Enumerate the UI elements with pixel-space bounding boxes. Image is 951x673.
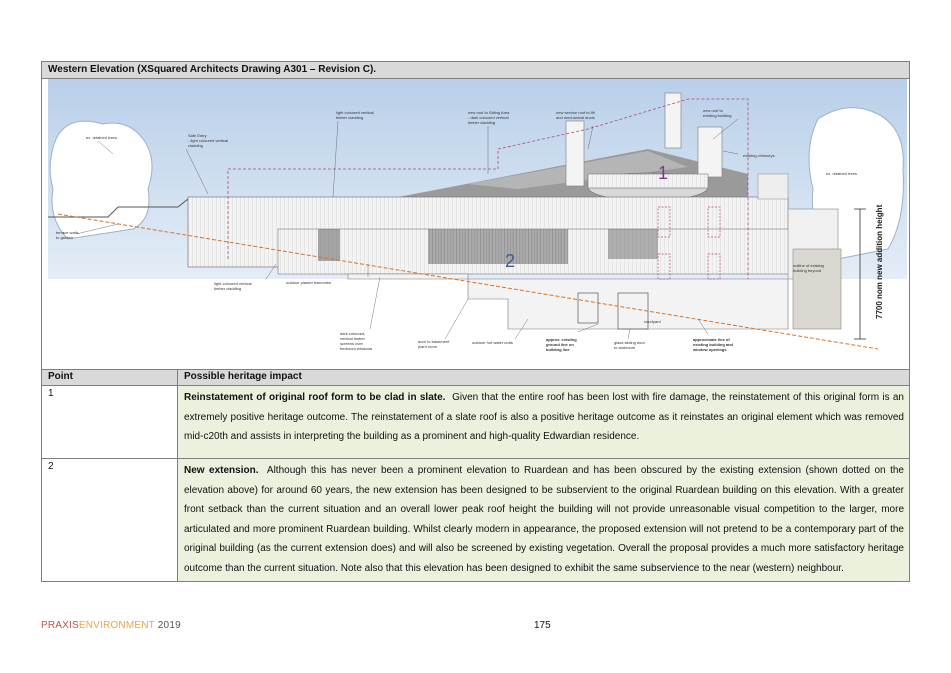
- row-impact-heading: New extension.: [184, 465, 259, 476]
- label-retained-trees-left: ex. retained trees: [86, 135, 117, 140]
- label-planter-balconies: outdoor planter balconies: [286, 280, 331, 285]
- label-retained-trees-right: ex. retained trees: [826, 171, 857, 176]
- elevation-svg: [48, 79, 907, 369]
- chimney-2: [665, 93, 681, 148]
- row-impact: [178, 386, 909, 458]
- label-new-roof-sitting: new roof to Sitting Area: [468, 110, 510, 115]
- svg-text:and mechanical ducts: and mechanical ducts: [556, 115, 595, 120]
- header-point: Point: [42, 370, 178, 385]
- svg-text:building line: building line: [546, 347, 570, 352]
- svg-text:plant room: plant room: [418, 344, 437, 349]
- label-dark-screens: dark coloured,: [340, 331, 366, 336]
- row-impact-heading: Reinstatement of original roof form to be clad in slate.: [184, 392, 446, 403]
- label-safe-entry: Safe Entry: [188, 133, 207, 138]
- page-number: 175: [534, 620, 551, 631]
- table-row: [42, 459, 909, 581]
- elevation-drawing: [42, 79, 909, 370]
- label-new-service-roof: new service roof to lift: [556, 110, 595, 115]
- svg-text:timber cladding: timber cladding: [468, 120, 496, 125]
- label-existing-chimneys: existing chimneys: [743, 153, 775, 158]
- row-point: 2: [42, 459, 178, 581]
- row-impact-text: Given that the entire roof has been lost with fire damage, the reinstatement of this original form is an extremely positive heritage outcome. The reinstatement of a slate roof is also a positive heritage outcome as it reinstates an original element which was removed mid-c20th and assists in interpreting the building as a prominent and high-quality Edwardian residence.: [184, 392, 904, 442]
- svg-text:- dark coloured vertical: - dark coloured vertical: [468, 115, 509, 120]
- svg-text:existing building and: existing building and: [693, 342, 733, 347]
- svg-text:to stairroom: to stairroom: [614, 345, 636, 350]
- svg-text:screens over: screens over: [340, 341, 363, 346]
- label-timber-cladding-low: light coloured vertical: [214, 281, 252, 286]
- footer-brand: [41, 620, 181, 631]
- label-courtyard: courtyard: [644, 319, 661, 324]
- svg-text:vertical timber: vertical timber: [340, 336, 365, 341]
- svg-text:cladding: cladding: [188, 143, 203, 148]
- brand-environment: ENVIRONMENT: [78, 620, 155, 631]
- svg-text:to garden: to garden: [56, 235, 73, 240]
- row-impact-text: Although this has never been a prominent elevation to Ruardean and has been obscured by the existing extension (shown dotted on the elevation above) for around 60 years, the new extension has been designed to be subservient to the original Ruardean building on this elevation. With a greater front setback than the current situation and an overall lower peak roof height the building will not provide unreasonable visual competition to the larger, more articulated and more prominent Ruardean building. Whilst clearly modern in appearance, the proposed extension will not pretend to be a contemporary part of the original building (as the current extension does) and will also be screened by existing vegetation. Overall the proposal provides a much more satisfactory heritage outcome than the current situation. Note also that this elevation has been designed to exhibit the same subservience to the near (western) neighbour.: [184, 465, 904, 574]
- row-impact: [178, 459, 909, 581]
- svg-text:- light coloured vertical: - light coloured vertical: [188, 138, 229, 143]
- svg-text:existing building: existing building: [703, 113, 732, 118]
- svg-text:window openings: window openings: [693, 347, 727, 352]
- row-point: 1: [42, 386, 178, 458]
- marker-2: 2: [505, 251, 516, 271]
- brand-year: 2019: [154, 620, 181, 631]
- brand-praxis: PRAXIS: [41, 620, 79, 631]
- label-new-roof-existing: new roof to: [703, 108, 723, 113]
- svg-text:building beyond: building beyond: [793, 268, 822, 273]
- label-approx-line: approximate line of: [693, 337, 730, 342]
- label-door-basement: door to basement: [418, 339, 450, 344]
- svg-text:ground line on: ground line on: [546, 342, 574, 347]
- svg-text:timber cladding: timber cladding: [214, 286, 242, 291]
- table-row: [42, 386, 909, 459]
- label-outline-existing: outline of existing: [793, 263, 824, 268]
- heritage-impact-table: [41, 61, 910, 582]
- label-glass-door: glass sliding door: [614, 340, 645, 345]
- table-header: [42, 370, 909, 386]
- dark-timber-screens: [428, 229, 568, 264]
- height-label: 7700 nom new addition height: [875, 204, 884, 319]
- label-ground-line: approx. existing: [546, 337, 577, 342]
- svg-text:timber cladding: timber cladding: [336, 115, 364, 120]
- marker-1: 1: [658, 163, 669, 183]
- label-terrace-walls: terrace walls: [56, 230, 79, 235]
- existing-building-beyond: [793, 249, 841, 329]
- label-hot-water: outdoor hot water units: [472, 340, 513, 345]
- header-impact: Possible heritage impact: [184, 371, 302, 382]
- label-timber-cladding-top: light coloured vertical: [336, 110, 374, 115]
- table-title: Western Elevation (XSquared Architects Drawing A301 – Revision C).: [42, 62, 909, 79]
- svg-text:bedroom windows: bedroom windows: [340, 346, 373, 351]
